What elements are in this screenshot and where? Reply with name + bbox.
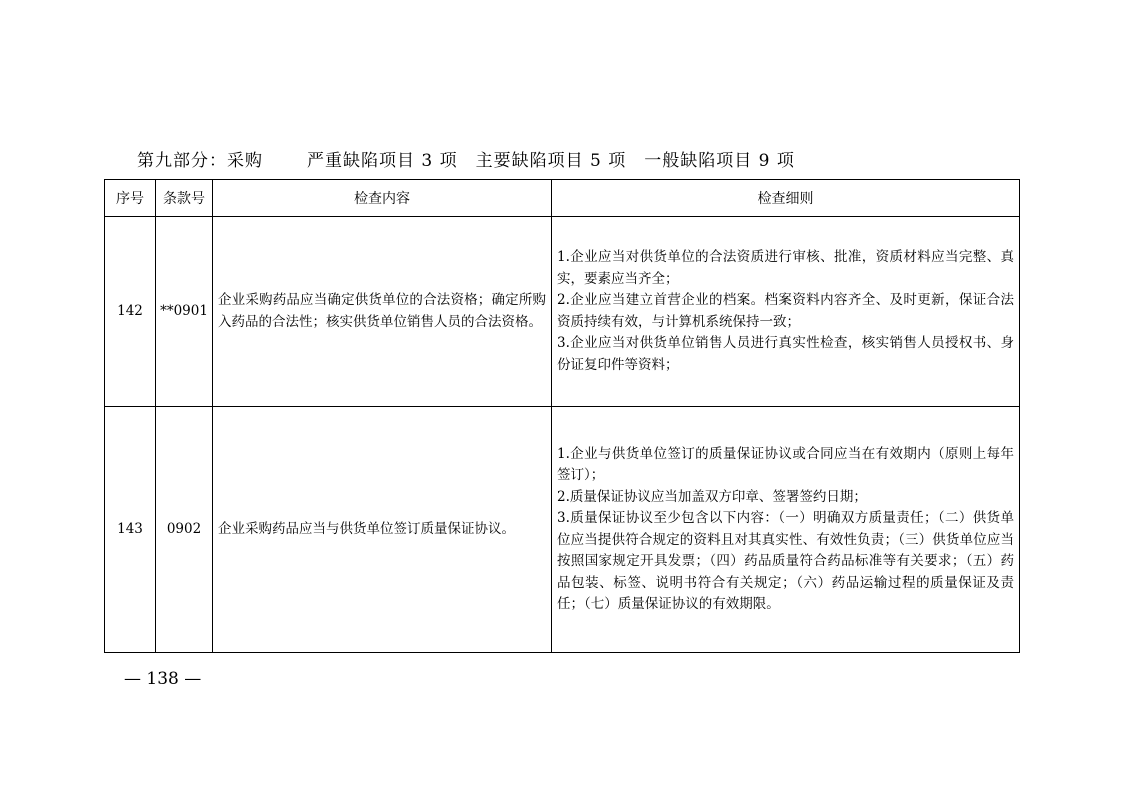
header-clause: 条款号	[156, 180, 213, 217]
detail-item: 3.质量保证协议至少包含以下内容：（一）明确双方质量责任；（二）供货单位应当提供符合规定的资料且对其真实性、有效性负责；（三）供货单位应当按照国家规定开具发票；（四）药品质量符合药品标准等有关要求；（五）药品包装、标签、说明书符合有关规定；（六）药品运输过程的质量保证及责任；（七）质量保证协议的有效期限。	[557, 510, 1014, 612]
detail-item: 2.质量保证协议应当加盖双方印章、签署签约日期；	[557, 488, 867, 505]
detail-item: 2.企业应当建立首营企业的档案。档案资料内容齐全、及时更新，保证合法资质持续有效，与计算机系统保持一致；	[557, 292, 1014, 330]
part-title: 第九部分：采购	[137, 151, 263, 171]
row-content: 企业采购药品应当与供货单位签订质量保证协议。	[213, 407, 552, 653]
table-row	[105, 407, 1020, 653]
detail-item: 3.企业应当对供货单位销售人员进行真实性检查，核实销售人员授权书、身份证复印件等资料；	[557, 335, 1014, 373]
table-row	[105, 217, 1020, 407]
inspection-table	[104, 179, 1020, 653]
header-detail: 检查细则	[552, 180, 1020, 217]
header-seq: 序号	[105, 180, 156, 217]
detail-item: 1.企业应当对供货单位的合法资质进行审核、批准，资质材料应当完整、真实，要素应当齐全；	[557, 249, 1014, 287]
row-detail	[552, 217, 1020, 407]
row-seq: 142	[105, 217, 156, 407]
header-content: 检查内容	[213, 180, 552, 217]
row-clause: 0902	[156, 407, 213, 653]
page-number: — 138 —	[124, 669, 202, 689]
section-heading	[137, 146, 813, 171]
detail-item: 1.企业与供货单位签订的质量保证协议或合同应当在有效期内（原则上每年签订）；	[557, 445, 1014, 483]
table-header-row	[105, 180, 1020, 217]
major-defect-count: 主要缺陷项目 5 项	[475, 151, 627, 171]
row-content: 企业采购药品应当确定供货单位的合法资格；确定所购入药品的合法性；核实供货单位销售人员的合法资格。	[213, 217, 552, 407]
row-detail	[552, 407, 1020, 653]
row-seq: 143	[105, 407, 156, 653]
serious-defect-count: 严重缺陷项目 3 项	[307, 151, 458, 171]
row-clause: **0901	[156, 217, 213, 407]
general-defect-count: 一般缺陷项目 9 项	[644, 151, 795, 171]
